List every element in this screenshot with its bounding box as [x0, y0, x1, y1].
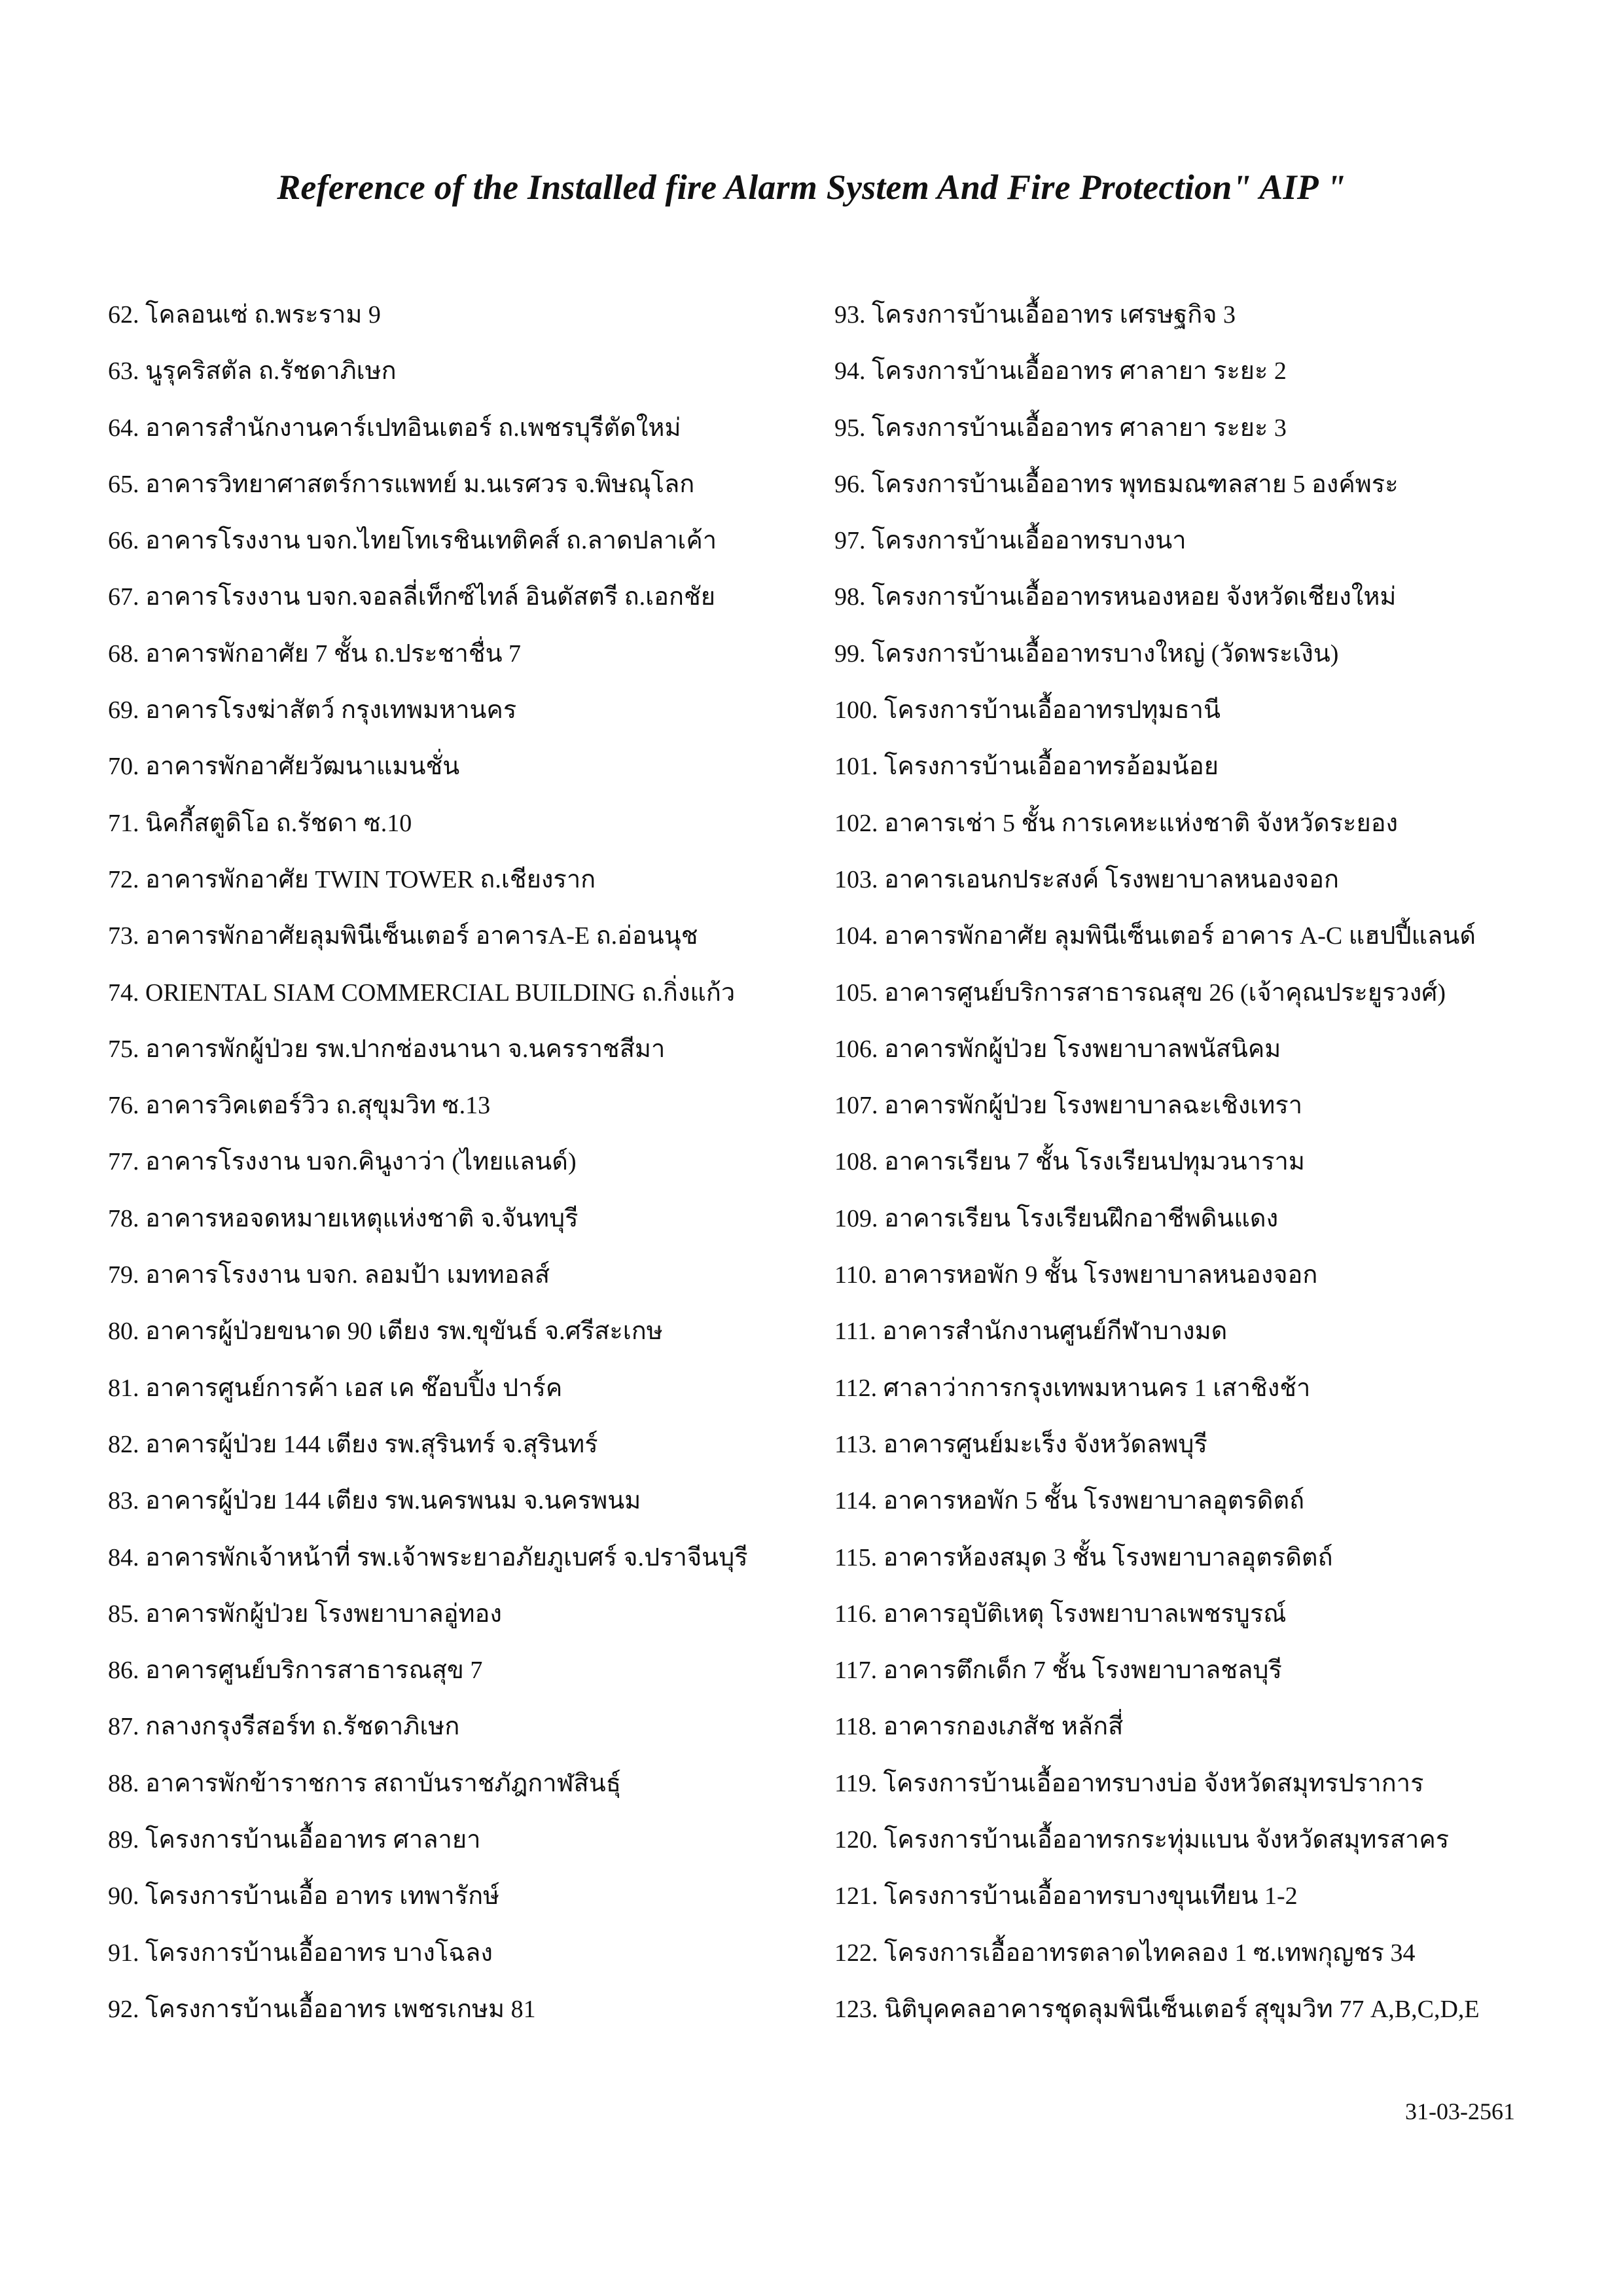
list-item: 70. อาคารพักอาศัยวัฒนาแมนชั่น	[108, 753, 460, 781]
list-item: 89. โครงการบ้านเอื้ออาทร ศาลายา	[108, 1826, 481, 1854]
list-item: 122. โครงการเอื้ออาทรตลาดไทคลอง 1 ซ.เทพกุญชร 34	[834, 1939, 1416, 1967]
list-item: 87. กลางกรุงรีสอร์ท ถ.รัชดาภิเษก	[108, 1713, 460, 1741]
list-item: 82. อาคารผู้ป่วย 144 เตียง รพ.สุรินทร์ จ.สุรินทร์	[108, 1430, 598, 1458]
list-item: 79. อาคารโรงงาน บจก. ลอมป้า เมททอลส์	[108, 1261, 550, 1289]
list-item: 97. โครงการบ้านเอื้ออาทรบางนา	[834, 527, 1186, 555]
list-item: 94. โครงการบ้านเอื้ออาทร ศาลายา ระยะ 2	[834, 357, 1287, 386]
list-item: 98. โครงการบ้านเอื้ออาทรหนองหอย จังหวัดเชียงใหม่	[834, 583, 1397, 611]
list-item: 99. โครงการบ้านเอื้ออาทรบางใหญ่ (วัดพระเงิน)	[834, 639, 1339, 668]
list-item: 68. อาคารพักอาศัย 7 ชั้น ถ.ประชาชื่น 7	[108, 639, 522, 668]
list-item: 114. อาคารหอพัก 5 ชั้น โรงพยาบาลอุตรดิตถ์	[834, 1487, 1305, 1515]
list-item: 95. โครงการบ้านเอื้ออาทร ศาลายา ระยะ 3	[834, 414, 1287, 442]
list-item: 86. อาคารศูนย์บริการสาธารณสุข 7	[108, 1657, 483, 1685]
list-item: 64. อาคารสำนักงานคาร์เปทอินเตอร์ ถ.เพชรบุรีตัดใหม่	[108, 414, 681, 442]
list-item: 121. โครงการบ้านเอื้ออาทรบางขุนเทียน 1-2	[834, 1882, 1298, 1910]
list-item: 69. อาคารโรงฆ่าสัตว์ กรุงเทพมหานคร	[108, 696, 517, 725]
list-item: 75. อาคารพักผู้ป่วย รพ.ปากช่องนานา จ.นครราชสีมา	[108, 1035, 666, 1063]
list-item: 101. โครงการบ้านเอื้ออาทรอ้อมน้อย	[834, 753, 1219, 781]
list-item: 100. โครงการบ้านเอื้ออาทรปทุมธานี	[834, 696, 1221, 725]
list-item: 63. นูรุคริสตัล ถ.รัชดาภิเษก	[108, 357, 397, 386]
list-item: 66. อาคารโรงงาน บจก.ไทยโทเรชินเทติคส์ ถ.ลาดปลาเค้า	[108, 527, 717, 555]
list-item: 90. โครงการบ้านเอื้อ อาทร เทพารักษ์	[108, 1882, 500, 1910]
list-item: 96. โครงการบ้านเอื้ออาทร พุทธมณฑลสาย 5 องค์พระ	[834, 470, 1399, 498]
list-item: 113. อาคารศูนย์มะเร็ง จังหวัดลพบุรี	[834, 1430, 1207, 1458]
list-item: 117. อาคารตึกเด็ก 7 ชั้น โรงพยาบาลชลบุรี	[834, 1657, 1282, 1685]
list-item: 72. อาคารพักอาศัย TWIN TOWER ถ.เชียงราก	[108, 865, 596, 893]
reference-list-left	[108, 287, 802, 2037]
list-item: 88. อาคารพักข้าราชการ สถาบันราชภัฎกาฬสินธุ์	[108, 1769, 621, 1797]
list-item: 73. อาคารพักอาศัยลุมพินีเซ็นเตอร์ อาคารA-E ถ.อ่อนนุช	[108, 922, 698, 950]
list-item: 119. โครงการบ้านเอื้ออาทรบางบ่อ จังหวัดสมุทรปราการ	[834, 1769, 1424, 1797]
list-item: 76. อาคารวิคเตอร์วิว ถ.สุขุมวิท ซ.13	[108, 1092, 491, 1120]
list-item: 92. โครงการบ้านเอื้ออาทร เพชรเกษม 81	[108, 1995, 536, 2023]
list-item: 102. อาคารเช่า 5 ชั้น การเคหะแห่งชาติ จังหวัดระยอง	[834, 809, 1399, 837]
list-item: 81. อาคารศูนย์การค้า เอส เค ช๊อบปิ้ง ปาร์ค	[108, 1374, 563, 1402]
page-title: Reference of the Installed fire Alarm System And Fire Protection" AIP "	[277, 168, 1346, 207]
list-item: 118. อาคารกองเภสัช หลักสี่	[834, 1713, 1124, 1741]
list-item: 91. โครงการบ้านเอื้ออาทร บางโฉลง	[108, 1939, 493, 1967]
list-item: 109. อาคารเรียน โรงเรียนฝึกอาชีพดินแดง	[834, 1204, 1279, 1232]
list-item: 84. อาคารพักเจ้าหน้าที่ รพ.เจ้าพระยาอภัยภูเบศร์ จ.ปราจีนบุรี	[108, 1543, 748, 1571]
list-item: 67. อาคารโรงงาน บจก.จอลลี่เท็กซ์ไทล์ อินดัสตรี ถ.เอกชัย	[108, 583, 716, 611]
list-item: 93. โครงการบ้านเอื้ออาทร เศรษฐกิจ 3	[834, 301, 1236, 329]
list-item: 108. อาคารเรียน 7 ชั้น โรงเรียนปทุมวนาราม	[834, 1148, 1305, 1176]
list-item: 80. อาคารผู้ป่วยขนาด 90 เตียง รพ.ขุขันธ์ จ.ศรีสะเกษ	[108, 1318, 663, 1346]
list-item: 103. อาคารเอนกประสงค์ โรงพยาบาลหนองจอก	[834, 865, 1340, 893]
document-date: 31-03-2561	[1405, 2098, 1515, 2125]
list-item: 74. ORIENTAL SIAM COMMERCIAL BUILDING ถ.กิ่งแก้ว	[108, 978, 736, 1007]
list-item: 123. นิติบุคคลอาคารชุดลุมพินีเซ็นเตอร์ สุขุมวิท 77 A,B,C,D,E	[834, 1995, 1480, 2023]
list-item: 112. ศาลาว่าการกรุงเทพมหานคร 1 เสาชิงช้า	[834, 1374, 1311, 1402]
list-item: 115. อาคารห้องสมุด 3 ชั้น โรงพยาบาลอุตรดิตถ์	[834, 1543, 1333, 1571]
list-item: 105. อาคารศูนย์บริการสาธารณสุข 26 (เจ้าคุณประยูรวงศ์)	[834, 978, 1446, 1007]
list-item: 104. อาคารพักอาศัย ลุมพินีเซ็นเตอร์ อาคาร A-C แฮปปี้แลนด์	[834, 922, 1476, 950]
list-item: 62. โคลอนเซ่ ถ.พระราม 9	[108, 301, 381, 329]
list-item: 107. อาคารพักผู้ป่วย โรงพยาบาลฉะเชิงเทรา	[834, 1092, 1303, 1120]
list-item: 85. อาคารพักผู้ป่วย โรงพยาบาลอู่ทอง	[108, 1600, 502, 1628]
list-item: 78. อาคารหอจดหมายเหตุแห่งชาติ จ.จันทบุรี	[108, 1204, 579, 1232]
list-item: 106. อาคารพักผู้ป่วย โรงพยาบาลพนัสนิคม	[834, 1035, 1281, 1063]
reference-list-right	[834, 287, 1567, 2037]
list-item: 116. อาคารอุบัติเหตุ โรงพยาบาลเพชรบูรณ์	[834, 1600, 1287, 1628]
list-item: 71. นิคกี้สตูดิโอ ถ.รัชดา ซ.10	[108, 809, 412, 837]
list-item: 83. อาคารผู้ป่วย 144 เตียง รพ.นครพนม จ.นครพนม	[108, 1487, 641, 1515]
list-item: 110. อาคารหอพัก 9 ชั้น โรงพยาบาลหนองจอก	[834, 1261, 1318, 1289]
list-item: 77. อาคารโรงงาน บจก.คินูงาว่า (ไทยแลนด์)	[108, 1148, 577, 1176]
list-item: 111. อาคารสำนักงานศูนย์กีฬาบางมด	[834, 1318, 1228, 1346]
list-item: 120. โครงการบ้านเอื้ออาทรกระทุ่มแบน จังหวัดสมุทรสาคร	[834, 1826, 1450, 1854]
list-item: 65. อาคารวิทยาศาสตร์การแพทย์ ม.นเรศวร จ.พิษณุโลก	[108, 470, 695, 498]
